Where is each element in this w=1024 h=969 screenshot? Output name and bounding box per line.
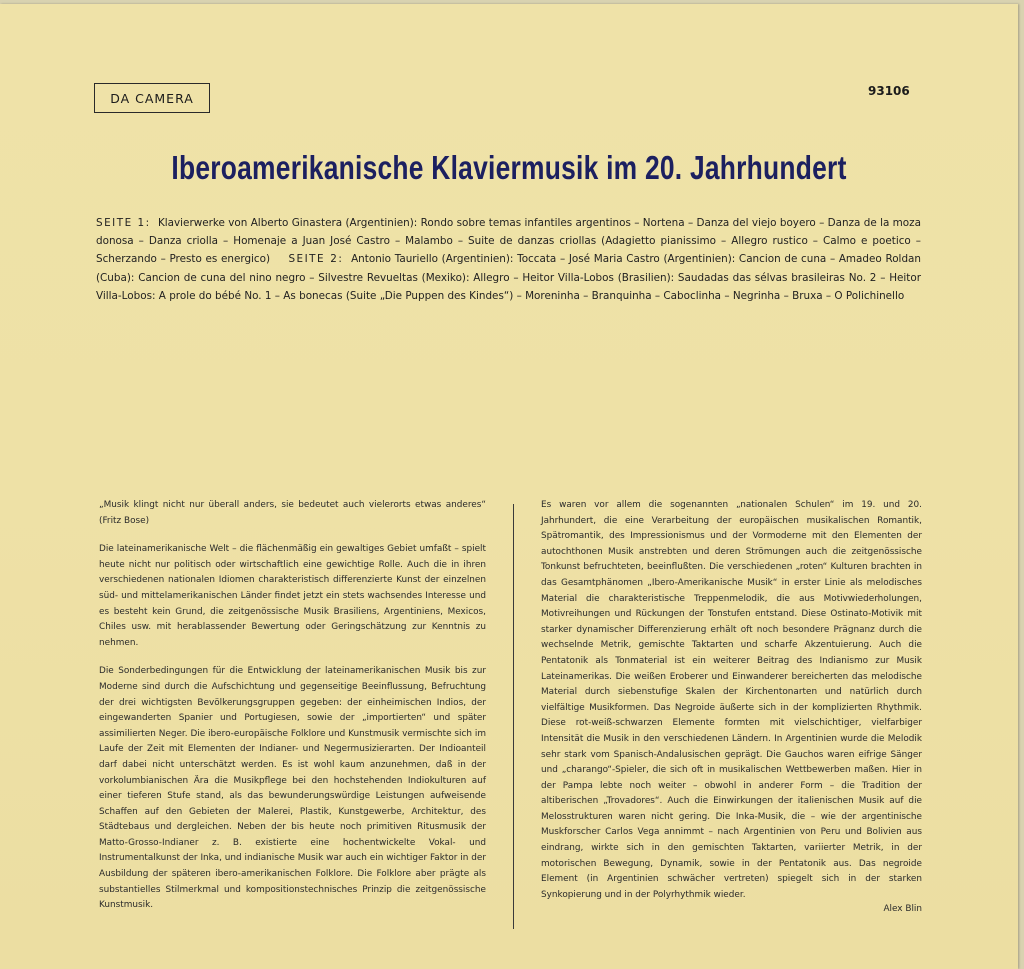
label-box (94, 83, 210, 113)
essay-quote: „Musik klingt nicht nur überall anders, sie bedeutet auch vielerorts etwas anderes“ (Fritz Bose) (99, 500, 486, 526)
essay-paragraph: Die lateinamerikanische Welt – die flächenmäßig ein gewaltiges Gebiet umfaßt – spielt heute nicht nur politisch oder wirtschaftlich eine gewichtige Rolle. Auch die in ihren verschiedenen nationalen Idiomen charakteristisch differenzierte Kunst der einzelnen süd- und mittelamerikanischen Länder findet jetzt ein stets wachsendes Interesse und es besteht kein Grund, die zeitgenössische Musik Brasiliens, Argentiniens, Mexicos, Chiles usw. mit herablassender Bewertung oder Geringschätzung zur Kenntnis zu nehmen. (99, 544, 486, 648)
catalog-number: 93106 (868, 84, 910, 98)
side2-label: SEITE 2: (288, 253, 344, 266)
side1-label: SEITE 1: (96, 217, 151, 229)
essay-paragraph: Die Sonderbedingungen für die Entwicklung der lateinamerikanischen Musik bis zur Moderne sind durch die Aufschichtung und gegenseitige Beeinflussung, Befruchtung der drei wichtigsten Bevölkerungsgruppen gegeben: der einheimischen Indios, der eingewanderten Spanier und Portugiesen, sowie der „importierten“ und später assimilierten Neger. Die ibero-europäische Folklore und Kunstmusik vermischte sich im Laufe der Zeit mit Elementen der Indianer- und Negermusizierarten. Der Indioanteil darf dabei nicht unterschätzt werden. Es ist wohl kaum anzunehmen, daß in der vorkolumbianischen Ära die Musikpflege bei den hochstehenden Indiokulturen auf einer tieferen Stufe stand, als das bewunderungswürdige Leistungen aufweisende Schaffen auf den Gebieten der Malerei, Plastik, Kunstgewerbe, Architektur, des Städtebaus und dergleichen. Neben der bis heute noch primitiven Ritusmusik der Matto-Grosso-Indianer z. B. existierte eine hochentwickelte Vokal- und Instrumentalkunst der Inka, und indianische Musik war auch ein wichtiger Faktor in der Ausbildung der späteren ibero-amerikanischen Folklore. Die Folklore aber prägte als substantielles Stilmerkmal und kompositionstechnisches Prinzip die zeitgenössische Kunstmusik. (99, 666, 486, 911)
essay-paragraph: Es waren vor allem die sogenannten „nationalen Schulen“ im 19. und 20. Jahrhundert, die eine Verarbeitung der europäischen musikalischen Romantik, Spätromantik, des Impressionismus und der Vormoderne mit den Elementen der autochthonen Musik anstrebten und deren Strömungen auch die zeitgenössische Tonkunst befruchteten, beeinflußten. Die verschiedenen „roten“ Kulturen brachten in das Gesamtphänomen „Ibero-Amerikanische Musik“ in erster Linie als melodisches Material die charakteristische Treppenmelodik, die aus Motivwiederholungen, Motivreihungen und Rückungen der Tonstufen entstand. Diese Ostinato-Motivik mit starker dynamischer Differenzierung erhält oft noch besondere Prägnanz durch die wechselnde Metrik, gemischte Taktarten und scharfe Akzentuierung. Auch die Pentatonik als Tonmaterial ist ein weiterer Beitrag des Indianismo zur Musik Lateinamerikas. Die weißen Eroberer und Einwanderer bereicherten das melodische Material durch siebenstufige Skalen der Kirchentonarten und natürlich durch vielfältige Musikformen. Das Negroide äußerte sich in der komplizierten Rhythmik. Diese rot-weiß-schwarzen Elemente formten mit vielschichtiger, vielfarbiger Intensität die Musik in den verschiedenen Ländern. In Argentinien wurde die Melodik sehr stark vom Spanisch-Andalusischen geprägt. Die Gauchos waren eifrige Sänger und „charango“-Spieler, die sich oft in musikalischen Wettbewerben maßen. Hier in der Pampa lebte noch weiter – obwohl in anderer Form – die Tradition der altiberischen „Trovadores“. Auch die Einwirkungen der italienischen Musik auf die Melosstrukturen waren nicht gering. Die Inka-Musik, die – wie der argentinische Muskforscher Carlos Vega annimmt – nach Argentinien von Peru und Bolivien aus eindrang, wirkte sich in den gemischten Taktarten, variierter Metrik, in der motorischen Bewegung, Dynamik, sowie in der Pentatonik aus. Das negroide Element (in Argentinien schwächer vertreten) spiegelt sich in der starken Synkopierung und in der Polyrhythmik wieder. (541, 500, 922, 900)
record-sleeve-back (0, 4, 1018, 969)
album-title: Iberoamerikanische Klaviermusik im 20. Jahrhundert (171, 149, 847, 186)
essay-author: Alex Blin (883, 904, 922, 915)
essay-left-column (99, 498, 486, 927)
record-label-name: DA CAMERA (110, 90, 194, 106)
side1-text: Klavierwerke von Alberto Ginastera (Argentinien): Rondo sobre temas infantiles argentinos – Nortena – Danza del viejo boyero – Danza de la moza donosa – Danza criolla – Homenaje a Juan José Castro – Malambo – Suite de danzas criollas (Adagietto pianissimo – Allegro rustico – Calmo e poetico – Scherzando – Presto es energico) (96, 217, 921, 266)
side2-text: Antonio Tauriello (Argentinien): Toccata – José Maria Castro (Argentinien): Cancion de cuna – Amadeo Roldan (Cuba): Cancion de cuna del nino negro – Silvestre Revueltas (Mexiko): Allegro – Heitor Villa-Lobos (Brasilien): Saudadas das sélvas brasileiras No. 2 – Heitor Villa-Lobos: A prole do bébé No. 1 – As bonecas (Suite „Die Puppen des Kindes“) – Moreninha – Branquinha – Caboclinha – Negrinha – Bruxa – O Polichinello (96, 253, 921, 302)
column-divider (513, 504, 514, 929)
tracklist (96, 214, 921, 305)
essay-right-column (541, 498, 922, 918)
